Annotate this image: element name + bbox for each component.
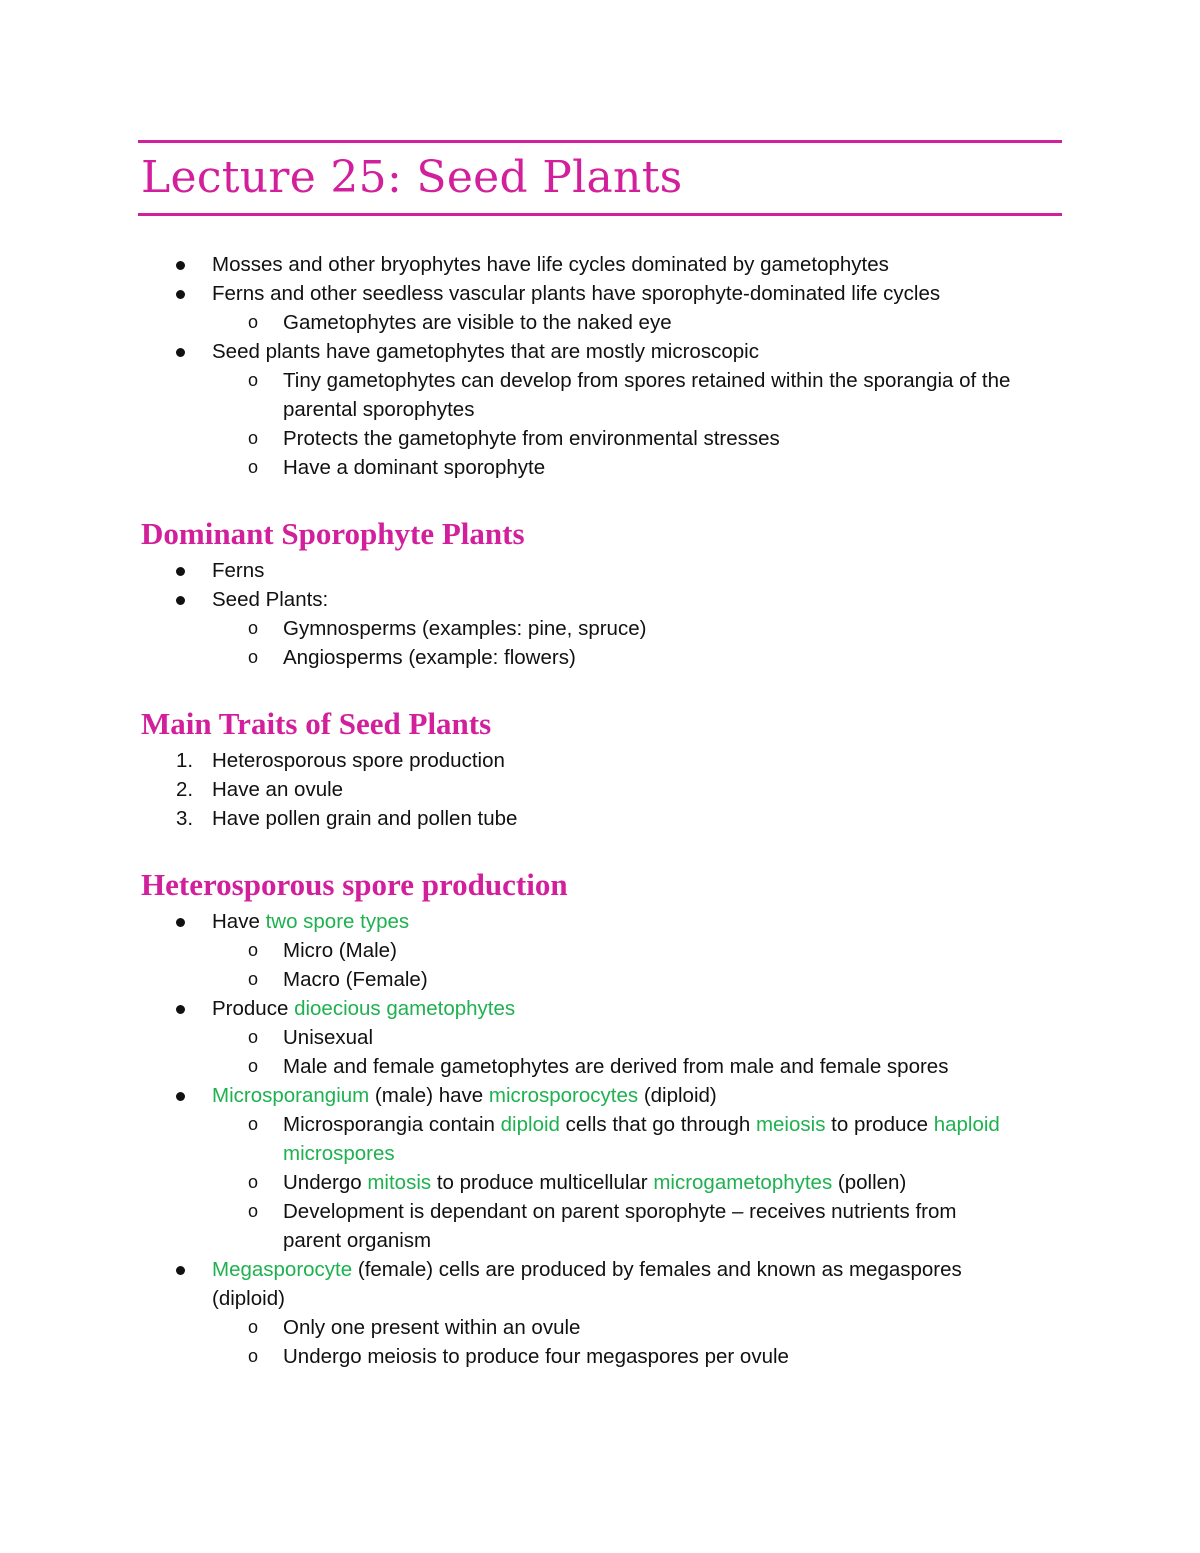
sub-list-item: o Gametophytes are visible to the naked eye [138, 308, 1062, 337]
list-item: Seed plants have gametophytes that are mostly microscopic [138, 337, 1062, 366]
bullet-icon [176, 1266, 185, 1275]
list-item: Produce dioecious gametophytes [138, 994, 1062, 1023]
highlight-term: Megasporocyte [212, 1258, 353, 1281]
highlight-term: meiosis [755, 1113, 826, 1136]
numbered-item: 3. Have pollen grain and pollen tube [176, 807, 518, 830]
list-item: Ferns [138, 556, 1062, 585]
sub-bullet-icon: o [248, 1172, 259, 1192]
sub-list-item: o Development is dependant on parent sporophyte – receives nutrients from parent organism [138, 1197, 1062, 1255]
sub-bullet-icon: o [248, 940, 259, 960]
sub-bullet-icon: o [248, 1027, 259, 1047]
document-page [138, 140, 1062, 1371]
highlight-term: dioecious gametophytes [294, 997, 516, 1020]
bullet-icon [176, 567, 185, 576]
bullet-icon [176, 290, 185, 299]
bullet-icon [176, 261, 185, 270]
sub-bullet-icon: o [248, 647, 259, 667]
sub-list-item: o Male and female gametophytes are derived from male and female spores [138, 1052, 1062, 1081]
sub-bullet-icon: o [248, 618, 259, 638]
section-heading: Main Traits of Seed Plants [141, 706, 492, 741]
sub-list-item: o Undergo meiosis to produce four megaspores per ovule [138, 1342, 1062, 1371]
highlight-term: haploid [933, 1113, 1000, 1136]
bullet-icon [176, 348, 185, 357]
sub-list-item: o Tiny gametophytes can develop from spores retained within the sporangia of the parental sporophytes [138, 366, 1062, 424]
list-item: Megasporocyte (female) cells are produced by females and known as megaspores (diploid) [138, 1255, 1062, 1313]
numbered-item: 1. Heterosporous spore production [176, 749, 505, 772]
highlight-term: two spore types [265, 910, 410, 933]
section-heading: Dominant Sporophyte Plants [141, 516, 525, 551]
sub-bullet-icon: o [248, 1114, 259, 1134]
numbered-item: 2. Have an ovule [176, 778, 344, 801]
sub-list-item: o Angiosperms (example: flowers) [138, 643, 1062, 672]
sub-bullet-icon: o [248, 1056, 259, 1076]
bullet-icon [176, 918, 185, 927]
sub-bullet-icon: o [248, 428, 259, 448]
highlight-term: microspores [283, 1142, 395, 1165]
sub-list-item: o Protects the gametophyte from environmental stresses [138, 424, 1062, 453]
sub-bullet-icon: o [248, 370, 259, 390]
section-heading: Heterosporous spore production [141, 867, 568, 902]
list-item: Seed Plants: [138, 585, 1062, 614]
list-item: Mosses and other bryophytes have life cycles dominated by gametophytes [138, 250, 1062, 279]
list-item: Microsporangium (male) have microsporocytes (diploid) [138, 1081, 1062, 1110]
list-item: Ferns and other seedless vascular plants have sporophyte-dominated life cycles [138, 279, 1062, 308]
sub-bullet-icon: o [248, 1317, 259, 1337]
sub-bullet-icon: o [248, 1346, 259, 1366]
bullet-icon [176, 1005, 185, 1014]
sub-bullet-icon: o [248, 457, 259, 477]
intro-list [138, 250, 1062, 482]
sub-bullet-icon: o [248, 312, 259, 332]
list-item: Have two spore types [138, 907, 1062, 936]
sub-list-item: o Gymnosperms (examples: pine, spruce) [138, 614, 1062, 643]
sub-bullet-icon: o [248, 1201, 259, 1221]
sub-bullet-icon: o [248, 969, 259, 989]
bullet-icon [176, 1092, 185, 1101]
bullet-icon [176, 596, 185, 605]
highlight-term: mitosis [367, 1171, 432, 1194]
sub-list-item: o Microsporangia contain diploid cells that go through meiosis to produce haploid microspores [138, 1110, 1062, 1168]
highlight-term: microsporocytes [488, 1084, 639, 1107]
sub-list-item: o Micro (Male) [138, 936, 1062, 965]
highlight-term: diploid [500, 1113, 560, 1136]
sub-list-item: o Undergo mitosis to produce multicellular microgametophytes (pollen) [138, 1168, 1062, 1197]
highlight-term: microgametophytes [653, 1171, 833, 1194]
sub-list-item: o Unisexual [138, 1023, 1062, 1052]
page-title: Lecture 25: Seed Plants [141, 152, 683, 203]
section2-list [138, 746, 1062, 833]
sub-list-item: o Only one present within an ovule [138, 1313, 1062, 1342]
sub-list-item: o Have a dominant sporophyte [138, 453, 1062, 482]
section1-list [138, 556, 1062, 672]
sub-list-item: o Macro (Female) [138, 965, 1062, 994]
section3-list [138, 907, 1062, 1371]
title-top-rule [138, 140, 1062, 143]
highlight-term: Microsporangium [212, 1084, 370, 1107]
